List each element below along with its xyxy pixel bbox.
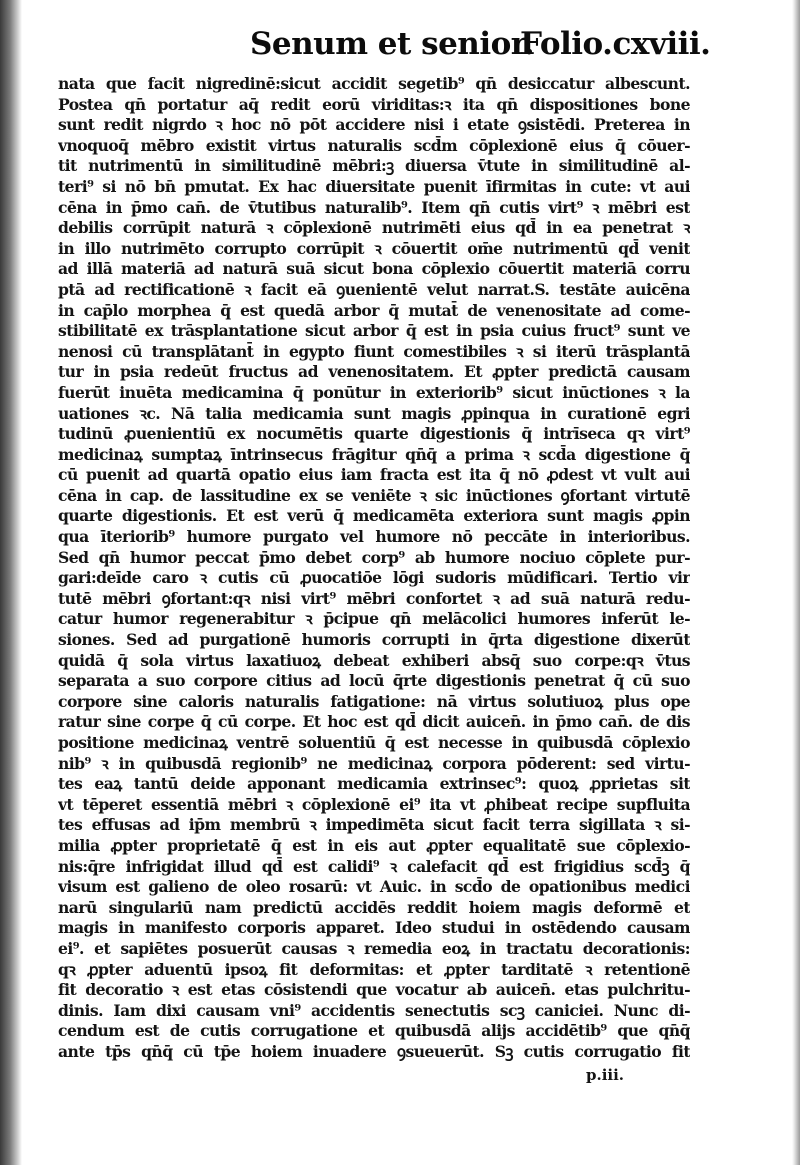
text-line: visum est galieno de oleo rosarū: vt Auic. in scd̄o de opationibus medici [58, 877, 690, 897]
text-line: cū puenit ad quartā opatio eius iam fracta est ita q̄ nō ꝓdest vt vult aui [58, 465, 690, 485]
page-header [250, 26, 711, 72]
text-line: teri⁹ si nō bn̄ pmutat. Ex hac diuersitate puenit īfirmitas in cute: vt aui [58, 176, 690, 196]
page-edge-shadow [792, 0, 800, 1165]
text-line: ei⁹. et sapiētes posuerūt causas ꝛ remedia eoꝝ in tractatu decorationis: [58, 938, 690, 958]
text-line: fit decoratio ꝛ est etas cōsistendi que vocatur ab auicen̄. etas pulchritu- [58, 980, 690, 1000]
folio-number: Folio.cxviii. [520, 26, 711, 62]
text-line: positione medicinaꝝ ventrē soluentiū q̄ est necesse in quibusdā cōplexio [58, 733, 690, 752]
text-line: ratur sine corpe q̄ cū corpe. Et hoc est qd̄ dicit auicen̄. in p̄mo can̄. de dis [58, 712, 690, 732]
text-line: ad illā materiā ad naturā suā sicut bona cōplexio cōuertit materiā corru [58, 259, 690, 279]
text-line: Sed qn̄ humor peccat p̄mo debet corp⁹ ab humore nociuo cōplete pur- [58, 547, 690, 567]
text-line: corpore sine caloris naturalis fatigatione: nā virtus solutiuoꝝ plus ope [58, 691, 690, 711]
text-line: milia ꝓpter proprietatē q̄ est in eis aut ꝓpter equalitatē sue cōplexio- [58, 835, 690, 855]
text-line: ante tp̄s qn̄q̄ cū tp̄e hoiem inuadere ꝯsueuerūt. Sꝫ cutis corrugatio fit [58, 1041, 690, 1061]
text-line: in illo nutrimēto corrupto corrūpit ꝛ cōuertit om̄e nutrimentū qd̄ venit [58, 238, 690, 258]
text-line: cēna in cap. de lassitudine ex se veniēte ꝛ sic inūctiones ꝯfortant virtutē [58, 485, 690, 505]
signature-mark: p.iii. [586, 1066, 625, 1084]
text-line: cēna in p̄mo can̄. de v̄tutibus naturalib⁹. Item qn̄ cutis virt⁹ ꝛ mēbri est [58, 197, 690, 217]
main-text-block [58, 74, 690, 1063]
text-line: nis:q̄re infrigidat illud qd̄ est calidi⁹ ꝛ calefacit qd̄ est frigidius scd̄ꝫ q̄ [58, 856, 690, 876]
text-line: dinis. Iam dixi causam vni⁹ accidentis senectutis scꝫ caniciei. Nunc di- [58, 1000, 690, 1020]
text-line: stibilitatē ex trāsplantatione sicut arbor q̄ est in psia cuius fruct⁹ sunt ve [58, 321, 690, 341]
text-line: nib⁹ ꝛ in quibusdā regionib⁹ ne medicinaꝝ corpora pōderent: sed virtu- [58, 753, 690, 773]
text-line: qꝛ ꝓpter aduentū ipsoꝝ fit deformitas: et ꝓpter tarditatē ꝛ retentionē [58, 959, 690, 979]
text-line: tes eaꝝ tantū deide apponant medicamia extrinsec⁹: quoꝝ ꝓprietas sit [58, 774, 690, 794]
book-gutter-shadow [0, 0, 22, 1165]
text-line: nenosi cū transplātant̄ in egypto fiunt comestibiles ꝛ si iterū trāsplantā [58, 341, 690, 361]
text-line: tudinū ꝓuenientiū ex nocumētis quarte digestionis q̄ intrīseca qꝛ virt⁹ [58, 424, 690, 444]
text-line: tes effusas ad ip̄m membrū ꝛ impedimēta sicut facit terra sigillata ꝛ si- [58, 815, 690, 835]
text-line: ptā ad rectificationē ꝛ facit eā ꝯuenientē velut narrat.S. testāte auicēna [58, 279, 690, 299]
text-line: cendum est de cutis corrugatione et quibusdā alijs accidētib⁹ que qn̄q̄ [58, 1021, 690, 1041]
text-line: gari:deīde caro ꝛ cutis cū ꝓuocatiōe lōgi sudoris mūdificari. Tertio vir [58, 568, 690, 588]
text-line: quarte digestionis. Et est verū q̄ medicamēta exteriora sunt magis ꝓpin [58, 506, 690, 526]
text-line: narū singulariū nam predictū accidēs reddit hoiem magis deformē et [58, 897, 690, 917]
text-line: vnoquoq̄ mēbro existit virtus naturalis scd̄m cōplexionē eius q̄ cōuer- [58, 135, 690, 155]
text-line: magis in manifesto corporis apparet. Ideo studui in ostēdendo causam [58, 918, 690, 938]
text-line: tit nutrimentū in similitudinē mēbri:ꝫ diuersa v̄tute in similitudinē al- [58, 156, 690, 176]
text-line: Postea qn̄ portatur aq̄ redit eorū viriditas:ꝛ ita qn̄ dispositiones bone [58, 94, 690, 114]
text-line: quidā q̄ sola virtus laxatiuoꝝ debeat exhiberi absq̄ suo corpe:qꝛ v̄tus [58, 650, 690, 670]
text-line: tutē mēbri ꝯfortant:qꝛ nisi virt⁹ mēbri confortet ꝛ ad suā naturā redu- [58, 588, 690, 608]
text-line: fuerūt inuēta medicamina q̄ ponūtur in exteriorib⁹ sicut inūctiones ꝛ la [58, 382, 690, 402]
text-line: debilis corrūpit naturā ꝛ cōplexionē nutrimēti eius qd̄ in ea penetrat ꝛ [58, 218, 690, 238]
text-line: siones. Sed ad purgationē humoris corrupti in q̄rta digestione dixerūt [58, 630, 690, 650]
text-line: vt tēperet essentiā mēbri ꝛ cōplexionē ei⁹ ita vt ꝓhibeat recipe supfluita [58, 794, 690, 814]
text-line: uationes ꝛc. Nā talia medicamia sunt magis ꝓpinqua in curationē egri [58, 403, 690, 423]
running-head: Senum et senior. [250, 26, 535, 62]
text-line: catur humor regenerabitur ꝛ p̄cipue qn̄ melācolici humores inferūt le- [58, 609, 690, 629]
text-line: sunt redit nigrdo ꝛ hoc nō pōt accidere nisi i etate ꝯsistēdi. Preterea in [58, 115, 690, 135]
text-line: medicinaꝝ sumptaꝝ īntrinsecus frāgitur qn̄q̄ a prima ꝛ scd̄a digestione q̄ [58, 444, 690, 464]
text-line: in cap̄lo morphea q̄ est quedā arbor q̄ mutat̄ de venenositate ad come- [58, 300, 690, 320]
text-line: qua īteriorib⁹ humore purgato vel humore nō peccāte in interioribus. [58, 527, 690, 547]
text-line: nata que facit nigredinē:sicut accidit segetib⁹ qn̄ desiccatur albescunt. [58, 74, 690, 93]
text-line: separata a suo corpore citius ad locū q̄rte digestionis penetrat q̄ cū suo [58, 671, 690, 691]
text-line: tur in psia redeūt fructus ad venenositatem. Et ꝓpter predictā causam [58, 362, 690, 382]
